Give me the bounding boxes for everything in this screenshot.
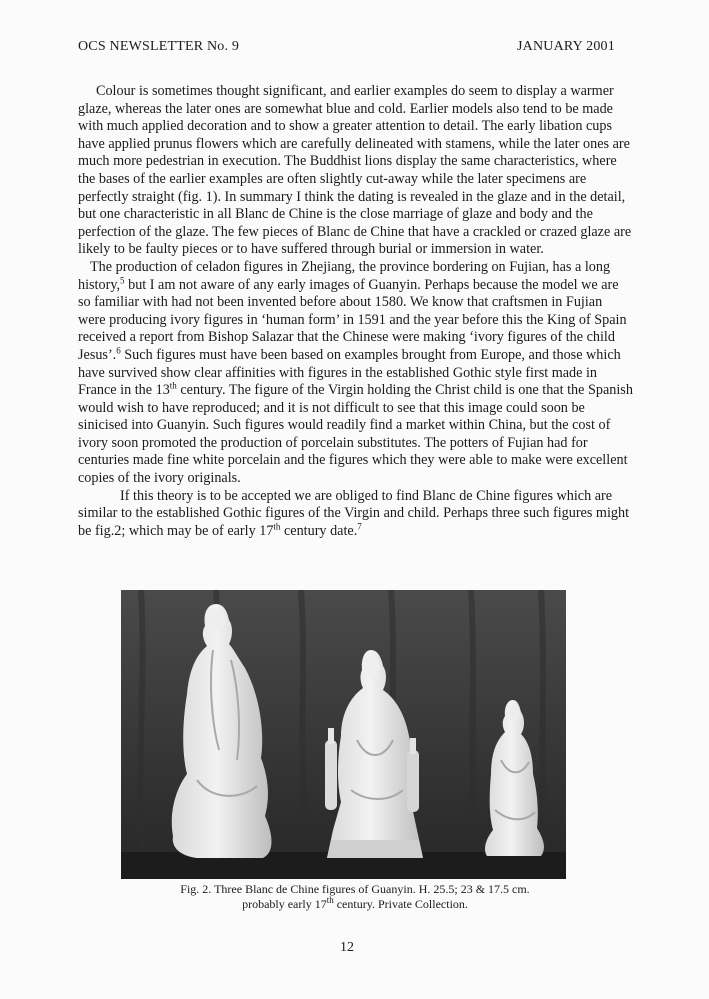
footnote-ref-7: 7 [357, 521, 362, 532]
header-date: JANUARY 2001 [517, 39, 615, 54]
paragraph-2 [78, 259, 633, 488]
figure-caption [121, 882, 589, 912]
text-run: century. Private Collection. [333, 897, 468, 911]
paragraph-3 [78, 488, 633, 541]
text-run: century date. [280, 522, 358, 539]
text-run: If this theory is to be accepted we are obliged to find Blanc de Chine figures which are similar to the established Gothic figures of the Virgin and child. Perhaps three such figures might be fig.2; which may be of early 17 [78, 487, 630, 539]
ordinal-suffix: th [273, 521, 281, 532]
caption-line-1: Fig. 2. Three Blanc de Chine figures of Guanyin. H. 25.5; 23 & 17.5 cm. [180, 882, 530, 896]
ordinal-suffix: th [169, 380, 177, 391]
caption-line-2 [121, 897, 589, 912]
text-run: century. The figure of the Virgin holding the Christ child is one that the Spanish would wish to have reproduced; and it is not difficult to see that this image could soon be sinicised into Guanyin. Such figures would readily find a market within China, but the cost of ivory soon promoted the production of porcelain substitutes. The potters of Fujian had for centuries made fine white porcelain and the figures which they were able to make were excellent copies of the ivory originals. [78, 382, 633, 487]
paragraph-1: Colour is sometimes thought significant, and earlier examples do seem to display a warmer glaze, whereas the later ones are somewhat blue and cold. Earlier models also tend to be made with much applied decoration and to show a greater attention to detail. The early libation cups have applied prunus flowers which are carefully delineated with stamens, while the later ones are much more pedestrian in execution. The Buddhist lions display the same characteristics, where the bases of the earlier examples are often slightly cut-away while the later specimens are perfectly straight (fig. 1). In summary I think the dating is revealed in the glaze and in the detail, but one characteristic in all Blanc de Chine is the close marriage of glaze and body and the perfection of the glaze. The few pieces of Blanc de Chine that have a crackled or crazed glaze are likely to be faulty pieces or to have suffered through burial or immersion in water. [78, 83, 632, 258]
text-run: Such figures must have been based on examples brought from Europe, and those which have survived show clear affinities with figures in the established Gothic style first made in France in the 13 [78, 346, 621, 399]
footnote-ref-6: 6 [116, 345, 121, 356]
guanyin-figures-image [121, 590, 566, 879]
article-body [78, 83, 633, 540]
header-title: OCS NEWSLETTER No. 9 [78, 39, 240, 54]
text-run: The production of celadon figures in Zhejiang, the province bordering on Fujian, has a long history, [78, 258, 611, 293]
page-number: 12 [340, 940, 354, 955]
text-run: but I am not aware of any early images of Guanyin. Perhaps because the model we are so familiar with had not been invented before about 1580. We know that craftsmen in Fujian were producing ivory figures in ‘human form’ in 1591 and the year before this the King of Spain received a report from Bishop Salazar that the Chinese were making ‘ivory figures of the child Jesus’. [78, 276, 627, 363]
footnote-ref-5: 5 [120, 274, 125, 285]
figure-photo [121, 590, 566, 879]
text-run: probably early 17 [242, 897, 327, 911]
ordinal-suffix: th [326, 895, 334, 905]
